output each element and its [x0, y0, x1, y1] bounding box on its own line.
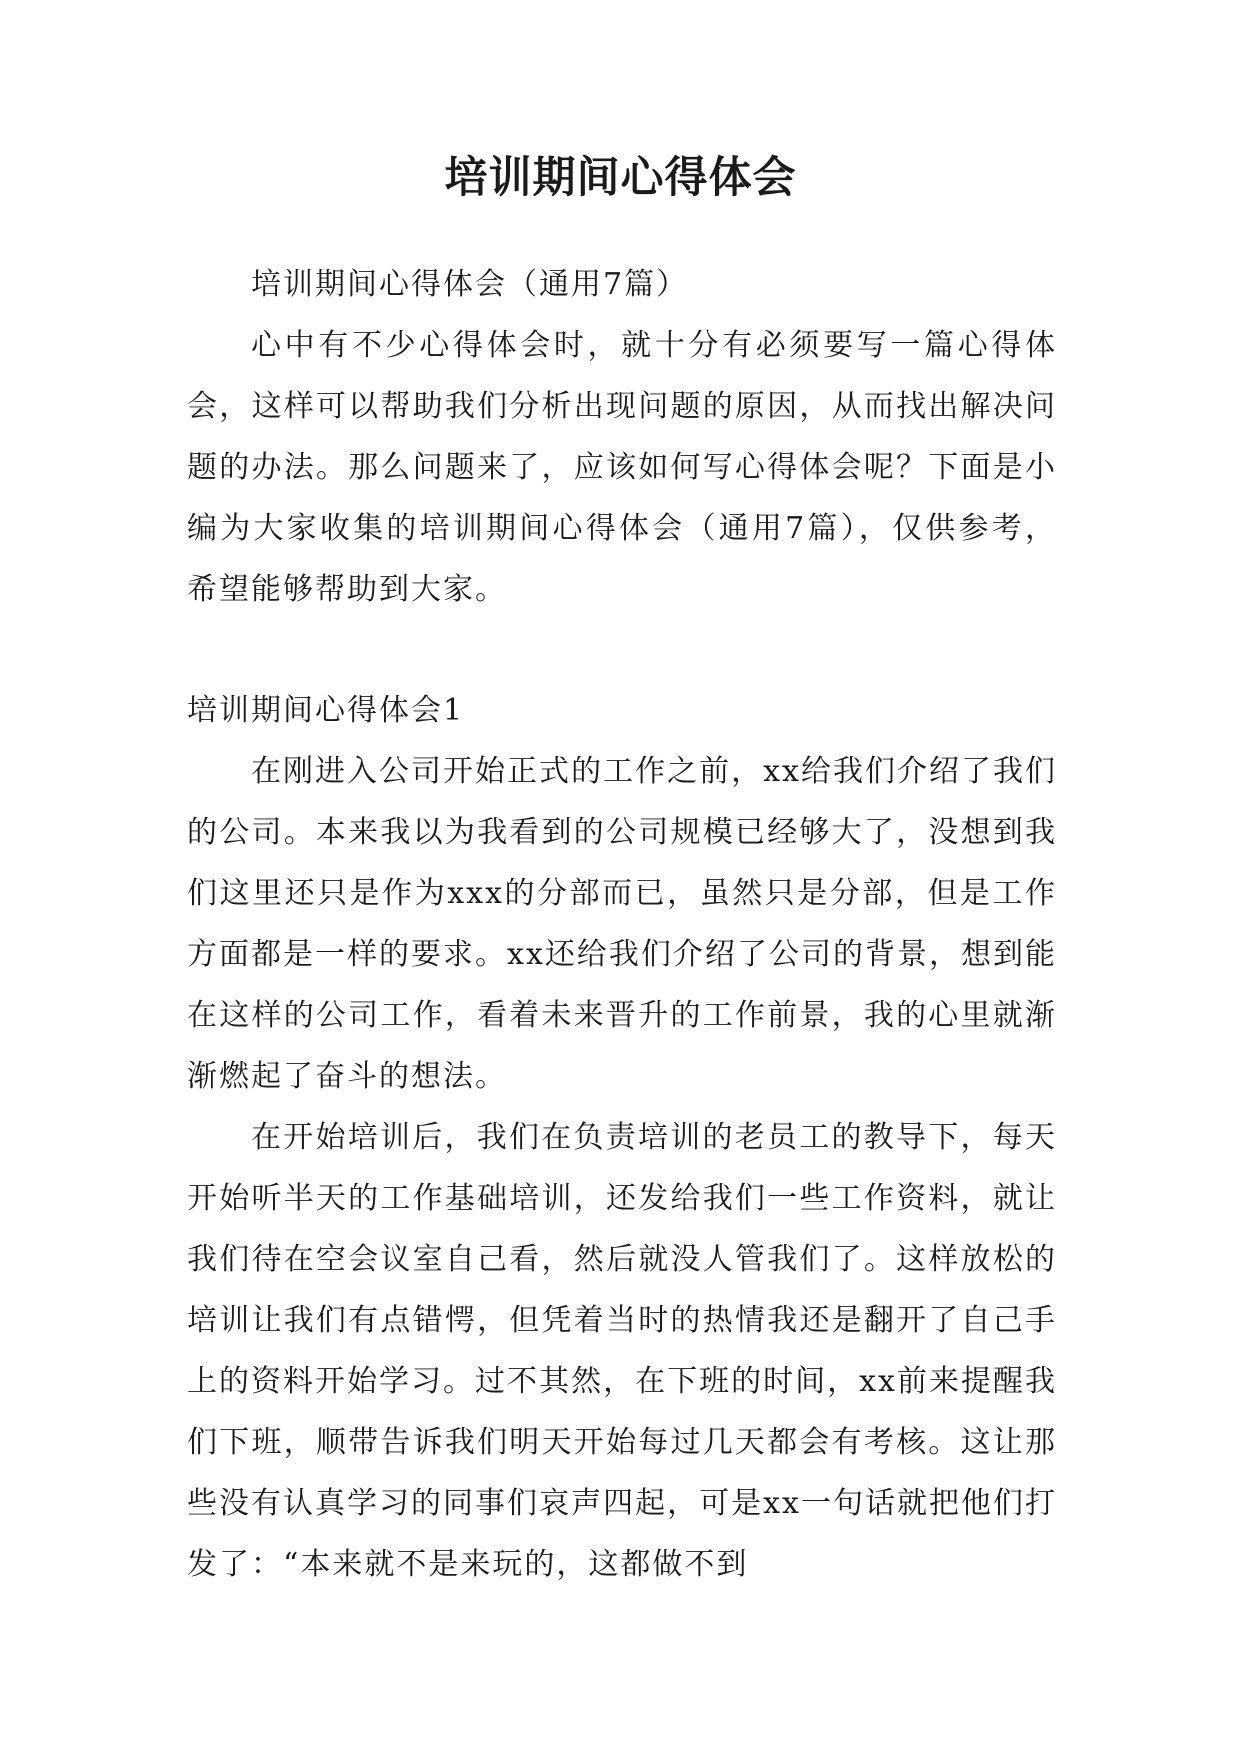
document-subtitle: 培训期间心得体会（通用7篇）	[251, 267, 689, 302]
document-body	[187, 254, 1057, 1595]
section-paragraph-2: 在开始培训后，我们在负责培训的老员工的教导下，每天开始听半天的工作基础培训，还发给我们一些工作资料，就让我们待在空会议室自己看，然后就没人管我们了。这样放松的培训让我们有点错愕，但凭着当时的热情我还是翻开了自己手上的资料开始学习。过不其然，在下班的时间，xx前来提醒我们下班，顺带告诉我们明天开始每过几天都会有考核。这让那些没有认真学习的同事们哀声四起，可是xx一句话就把他们打发了：“本来就不是来玩的，这都做不到	[187, 1120, 1057, 1582]
intro-paragraph: 心中有不少心得体会时，就十分有必须要写一篇心得体会，这样可以帮助我们分析出现问题的原因，从而找出解决问题的办法。那么问题来了，应该如何写心得体会呢？下面是小编为大家收集的培训期间心得体会（通用7篇），仅供参考，希望能够帮助到大家。	[187, 328, 1057, 607]
section-paragraph-1: 在刚进入公司开始正式的工作之前，xx给我们介绍了我们的公司。本来我以为我看到的公司规模已经够大了，没想到我们这里还只是作为xxx的分部而已，虽然只是分部，但是工作方面都是一样的要求。xx还给我们介绍了公司的背景，想到能在这样的公司工作，看着未来晋升的工作前景，我的心里就渐渐燃起了奋斗的想法。	[187, 754, 1057, 1094]
section-heading: 培训期间心得体会1	[187, 693, 465, 728]
document-title: 培训期间心得体会	[444, 153, 797, 203]
paragraph-gap	[187, 620, 1057, 680]
